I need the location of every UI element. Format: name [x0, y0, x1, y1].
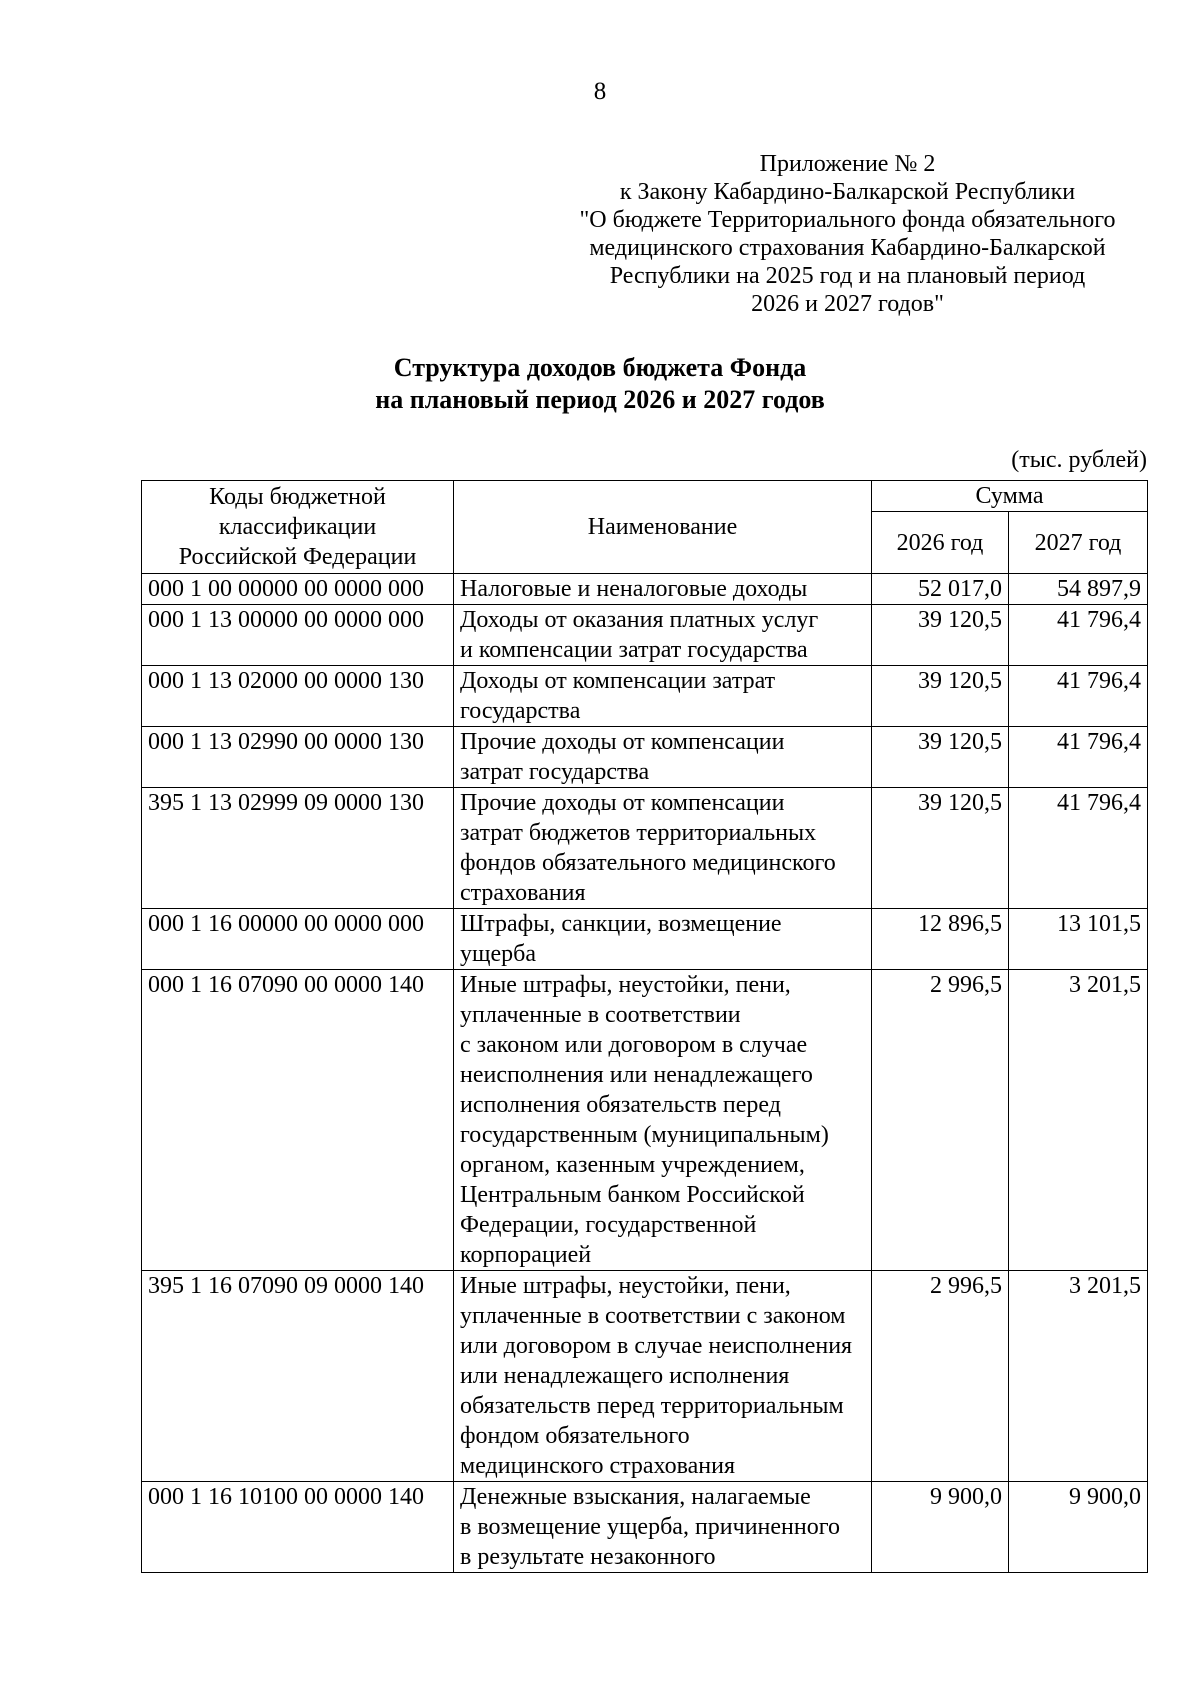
- appendix-line: Приложение № 2: [759, 151, 936, 177]
- item-name-line: Доходы от компенсации затрат: [460, 668, 776, 694]
- budget-code-cell: 000 1 13 00000 00 0000 000: [142, 605, 454, 666]
- item-name-cell: [454, 788, 872, 909]
- item-name-cell: [454, 909, 872, 970]
- header-year-2027: 2027 год: [1009, 512, 1148, 574]
- amount-2026-cell: 9 900,0: [872, 1482, 1009, 1573]
- title-line-2: на плановый период 2026 и 2027 годов: [375, 385, 825, 414]
- item-name-line: Прочие доходы от компенсации: [460, 790, 785, 816]
- item-name-line: и компенсации затрат государства: [460, 637, 808, 663]
- item-name-line: исполнения обязательств перед: [460, 1092, 781, 1118]
- header-codes-line: Российской Федерации: [178, 544, 417, 570]
- item-name-line: ущерба: [460, 941, 536, 967]
- amount-2027-cell: 9 900,0: [1009, 1482, 1148, 1573]
- amount-2027-cell: 3 201,5: [1009, 1271, 1148, 1482]
- amount-2026-cell: 12 896,5: [872, 909, 1009, 970]
- budget-code-cell: 000 1 16 07090 00 0000 140: [142, 970, 454, 1271]
- table-row: [142, 1482, 1148, 1573]
- item-name-line: в результате незаконного: [460, 1544, 716, 1570]
- item-name-line: уплаченные в соответствии с законом: [460, 1303, 846, 1329]
- item-name-line: фондом обязательного: [460, 1423, 690, 1449]
- item-name-line: затрат государства: [460, 759, 650, 785]
- header-year-2026: 2026 год: [872, 512, 1009, 574]
- table-row: [142, 666, 1148, 727]
- amount-2026-cell: 39 120,5: [872, 788, 1009, 909]
- header-codes-line: Коды бюджетной: [209, 484, 386, 510]
- item-name-cell: [454, 666, 872, 727]
- table-row: [142, 727, 1148, 788]
- item-name-line: с законом или договором в случае: [460, 1032, 808, 1058]
- item-name-line: или ненадлежащего исполнения: [460, 1363, 790, 1389]
- appendix-note: [545, 150, 1150, 318]
- table-row: [142, 605, 1148, 666]
- budget-code-cell: 000 1 00 00000 00 0000 000: [142, 574, 454, 605]
- amount-2027-cell: 54 897,9: [1009, 574, 1148, 605]
- item-name-line: Доходы от оказания платных услуг: [460, 607, 819, 633]
- amount-2027-cell: 41 796,4: [1009, 788, 1148, 909]
- item-name-line: обязательств перед территориальным: [460, 1393, 844, 1419]
- income-structure-table: [141, 480, 1148, 1573]
- item-name-line: государственным (муниципальным): [460, 1122, 829, 1148]
- amount-2026-cell: 39 120,5: [872, 727, 1009, 788]
- item-name-cell: [454, 1271, 872, 1482]
- item-name-line: Иные штрафы, неустойки, пени,: [460, 972, 791, 998]
- item-name-line: в возмещение ущерба, причиненного: [460, 1514, 840, 1540]
- table-row: [142, 909, 1148, 970]
- budget-code-cell: 000 1 16 00000 00 0000 000: [142, 909, 454, 970]
- appendix-line: 2026 и 2027 годов": [751, 291, 944, 317]
- units-caption: (тыс. рублей): [1011, 447, 1147, 473]
- amount-2026-cell: 39 120,5: [872, 666, 1009, 727]
- item-name-line: затрат бюджетов территориальных: [460, 820, 817, 846]
- item-name-line: Штрафы, санкции, возмещение: [460, 911, 782, 937]
- item-name-line: корпорацией: [460, 1242, 592, 1268]
- appendix-line: Республики на 2025 год и на плановый период: [609, 263, 1086, 289]
- title-line-1: Структура доходов бюджета Фонда: [393, 353, 807, 382]
- item-name-line: уплаченные в соответствии: [460, 1002, 741, 1028]
- amount-2026-cell: 2 996,5: [872, 1271, 1009, 1482]
- item-name-line: органом, казенным учреждением,: [460, 1152, 805, 1178]
- item-name-line: Денежные взыскания, налагаемые: [460, 1484, 811, 1510]
- amount-2027-cell: 41 796,4: [1009, 666, 1148, 727]
- table-row: [142, 574, 1148, 605]
- item-name-line: Центральным банком Российской: [460, 1182, 805, 1208]
- header-sum: Сумма: [872, 481, 1148, 512]
- budget-code-cell: 395 1 13 02999 09 0000 130: [142, 788, 454, 909]
- budget-code-cell: 000 1 13 02000 00 0000 130: [142, 666, 454, 727]
- table-row: [142, 1271, 1148, 1482]
- appendix-line: "О бюджете Территориального фонда обязательного: [579, 207, 1116, 233]
- amount-2026-cell: 52 017,0: [872, 574, 1009, 605]
- amount-2026-cell: 39 120,5: [872, 605, 1009, 666]
- amount-2026-cell: 2 996,5: [872, 970, 1009, 1271]
- header-codes: [142, 481, 454, 574]
- item-name-line: Налоговые и неналоговые доходы: [460, 576, 808, 602]
- item-name-line: фондов обязательного медицинского: [460, 850, 836, 876]
- item-name-cell: [454, 574, 872, 605]
- item-name-line: медицинского страхования: [460, 1453, 736, 1479]
- item-name-cell: [454, 605, 872, 666]
- amount-2027-cell: 41 796,4: [1009, 727, 1148, 788]
- item-name-line: Иные штрафы, неустойки, пени,: [460, 1273, 791, 1299]
- table-row: [142, 788, 1148, 909]
- header-name: Наименование: [454, 481, 872, 574]
- budget-code-cell: 395 1 16 07090 09 0000 140: [142, 1271, 454, 1482]
- amount-2027-cell: 41 796,4: [1009, 605, 1148, 666]
- budget-code-cell: 000 1 16 10100 00 0000 140: [142, 1482, 454, 1573]
- item-name-cell: [454, 970, 872, 1271]
- table-row: [142, 970, 1148, 1271]
- item-name-line: Федерации, государственной: [460, 1212, 757, 1238]
- item-name-cell: [454, 1482, 872, 1573]
- budget-code-cell: 000 1 13 02990 00 0000 130: [142, 727, 454, 788]
- appendix-line: к Закону Кабардино-Балкарской Республики: [619, 179, 1076, 205]
- page-number: 8: [593, 78, 607, 105]
- amount-2027-cell: 13 101,5: [1009, 909, 1148, 970]
- item-name-line: или договором в случае неисполнения: [460, 1333, 853, 1359]
- amount-2027-cell: 3 201,5: [1009, 970, 1148, 1271]
- appendix-line: медицинского страхования Кабардино-Балкарской: [589, 235, 1106, 261]
- item-name-line: страхования: [460, 880, 586, 906]
- item-name-cell: [454, 727, 872, 788]
- header-codes-line: классификации: [218, 514, 377, 540]
- item-name-line: Прочие доходы от компенсации: [460, 729, 785, 755]
- document-title: [0, 352, 1200, 416]
- item-name-line: неисполнения или ненадлежащего: [460, 1062, 813, 1088]
- item-name-line: государства: [460, 698, 581, 724]
